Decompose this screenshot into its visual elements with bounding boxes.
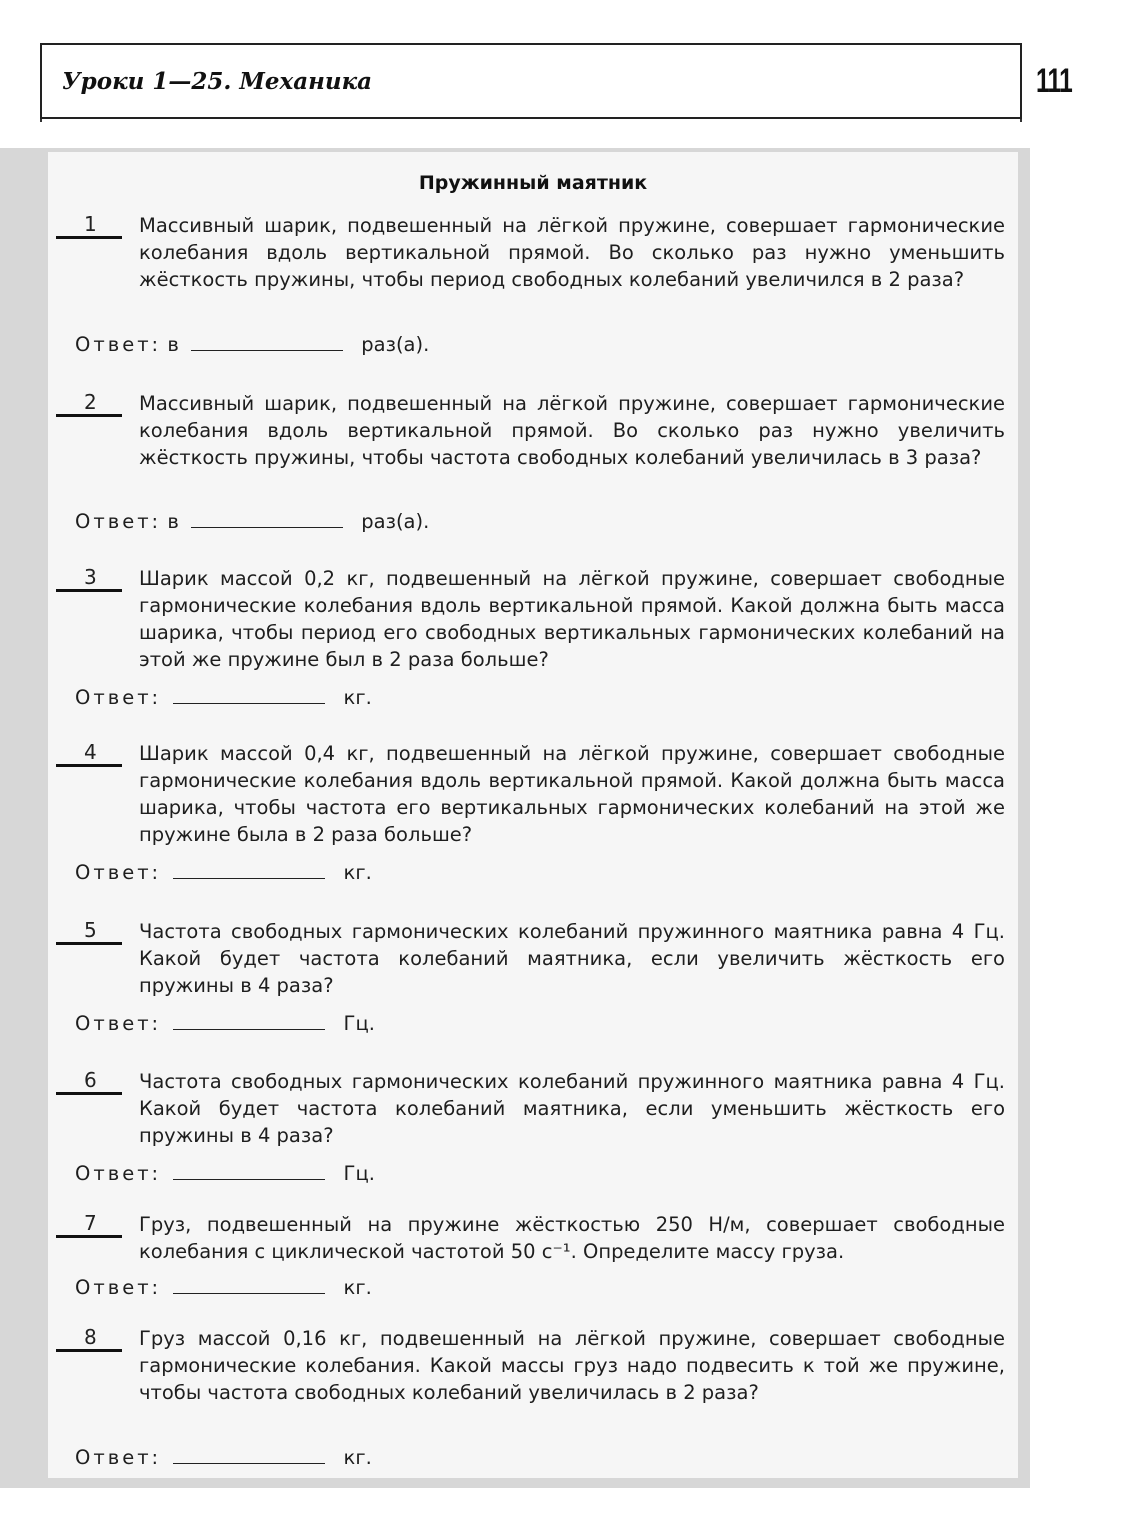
answer-line-2 — [75, 510, 429, 533]
answer-blank[interactable] — [173, 862, 325, 879]
answer-unit: Гц. — [343, 1162, 375, 1185]
answer-prefix: в — [167, 510, 179, 533]
answer-label: Ответ: — [75, 861, 162, 884]
answer-line-7 — [75, 1276, 372, 1299]
task-number: 2 — [84, 390, 97, 414]
task-text: Массивный шарик, подвешенный на лёгкой пружине, совершает гармонические колебания вдоль вертикальной прямой. Во сколько раз нужно увеличить жёсткость пружины, чтобы частота свободных колебаний увеличилась в 3 раза? — [139, 392, 1005, 469]
answer-blank[interactable] — [173, 1163, 325, 1180]
task-marker-rule — [56, 764, 122, 767]
answer-label: Ответ: — [75, 510, 162, 533]
answer-line-4 — [75, 861, 372, 884]
task-number: 7 — [84, 1211, 97, 1235]
answer-unit: кг. — [343, 686, 372, 709]
answer-label: Ответ: — [75, 1276, 162, 1299]
section-title: Пружинный маятник — [418, 172, 648, 194]
answer-blank[interactable] — [173, 1013, 325, 1030]
task-marker-rule — [56, 414, 122, 417]
task-number: 1 — [84, 212, 97, 236]
answer-label: Ответ: — [75, 1162, 162, 1185]
answer-label: Ответ: — [75, 686, 162, 709]
task-number: 4 — [84, 740, 97, 764]
answer-unit: раз(а). — [361, 510, 430, 533]
page-number: 111 — [1036, 62, 1072, 100]
answer-unit: кг. — [343, 1446, 372, 1469]
answer-line-6 — [75, 1162, 375, 1185]
task-number: 8 — [84, 1325, 97, 1349]
answer-label: Ответ: — [75, 1012, 162, 1035]
chapter-title: Уроки 1—25. Механика — [62, 68, 373, 95]
answer-label: Ответ: — [75, 1446, 162, 1469]
task-text: Шарик массой 0,2 кг, подвешенный на лёгкой пружине, совершает свободные гармонические колебания вдоль вертикальной прямой. Какой должна быть масса шарика, чтобы период его свободных вертикальных гармонических колебаний на этой же пружине был в 2 раза больше? — [139, 567, 1005, 671]
answer-unit: Гц. — [343, 1012, 375, 1035]
answer-line-5 — [75, 1012, 375, 1035]
task-text: Массивный шарик, подвешенный на лёгкой пружине, совершает гармонические колебания вдоль вертикальной прямой. Во сколько раз нужно уменьшить жёсткость пружины, чтобы период свободных колебаний увеличился в 2 раза? — [139, 214, 1005, 291]
task-marker-rule — [56, 236, 122, 239]
answer-unit: кг. — [343, 1276, 372, 1299]
task-text: Шарик массой 0,4 кг, подвешенный на лёгкой пружине, совершает свободные гармонические колебания вдоль вертикальной прямой. Какой должна быть масса шарика, чтобы частота его вертикальных гармонических колебаний на этой же пружине была в 2 раза больше? — [139, 742, 1005, 846]
task-marker-rule — [56, 1092, 122, 1095]
answer-prefix: в — [167, 333, 179, 356]
answer-label: Ответ: — [75, 333, 162, 356]
answer-line-1 — [75, 333, 429, 356]
answer-line-8 — [75, 1446, 372, 1469]
answer-blank[interactable] — [191, 511, 343, 528]
answer-unit: раз(а). — [361, 333, 430, 356]
task-marker-rule — [56, 589, 122, 592]
answer-blank[interactable] — [173, 1447, 325, 1464]
answer-unit: кг. — [343, 861, 372, 884]
task-marker-rule — [56, 1235, 122, 1238]
task-text: Груз массой 0,16 кг, подвешенный на лёгкой пружине, совершает свободные гармонические колебания. Какой массы груз надо подвесить к той же пружине, чтобы частота свободных колебаний увеличилась в 2 раза? — [139, 1327, 1005, 1404]
task-number: 5 — [84, 918, 97, 942]
answer-blank[interactable] — [191, 334, 343, 351]
answer-blank[interactable] — [173, 1277, 325, 1294]
task-marker-rule — [56, 1349, 122, 1352]
answer-line-3 — [75, 686, 372, 709]
task-number: 6 — [84, 1068, 97, 1092]
task-text: Частота свободных гармонических колебаний пружинного маятника равна 4 Гц. Какой будет частота колебаний маятника, если уменьшить жёсткость его пружины в 4 раза? — [139, 1070, 1005, 1147]
task-text: Груз, подвешенный на пружине жёсткостью 250 Н/м, совершает свободные колебания с циклической частотой 50 с⁻¹. Определите массу груза. — [139, 1213, 1005, 1263]
task-number: 3 — [84, 565, 97, 589]
task-marker-rule — [56, 942, 122, 945]
task-text: Частота свободных гармонических колебаний пружинного маятника равна 4 Гц. Какой будет частота колебаний маятника, если увеличить жёсткость его пружины в 4 раза? — [139, 920, 1005, 997]
answer-blank[interactable] — [173, 687, 325, 704]
